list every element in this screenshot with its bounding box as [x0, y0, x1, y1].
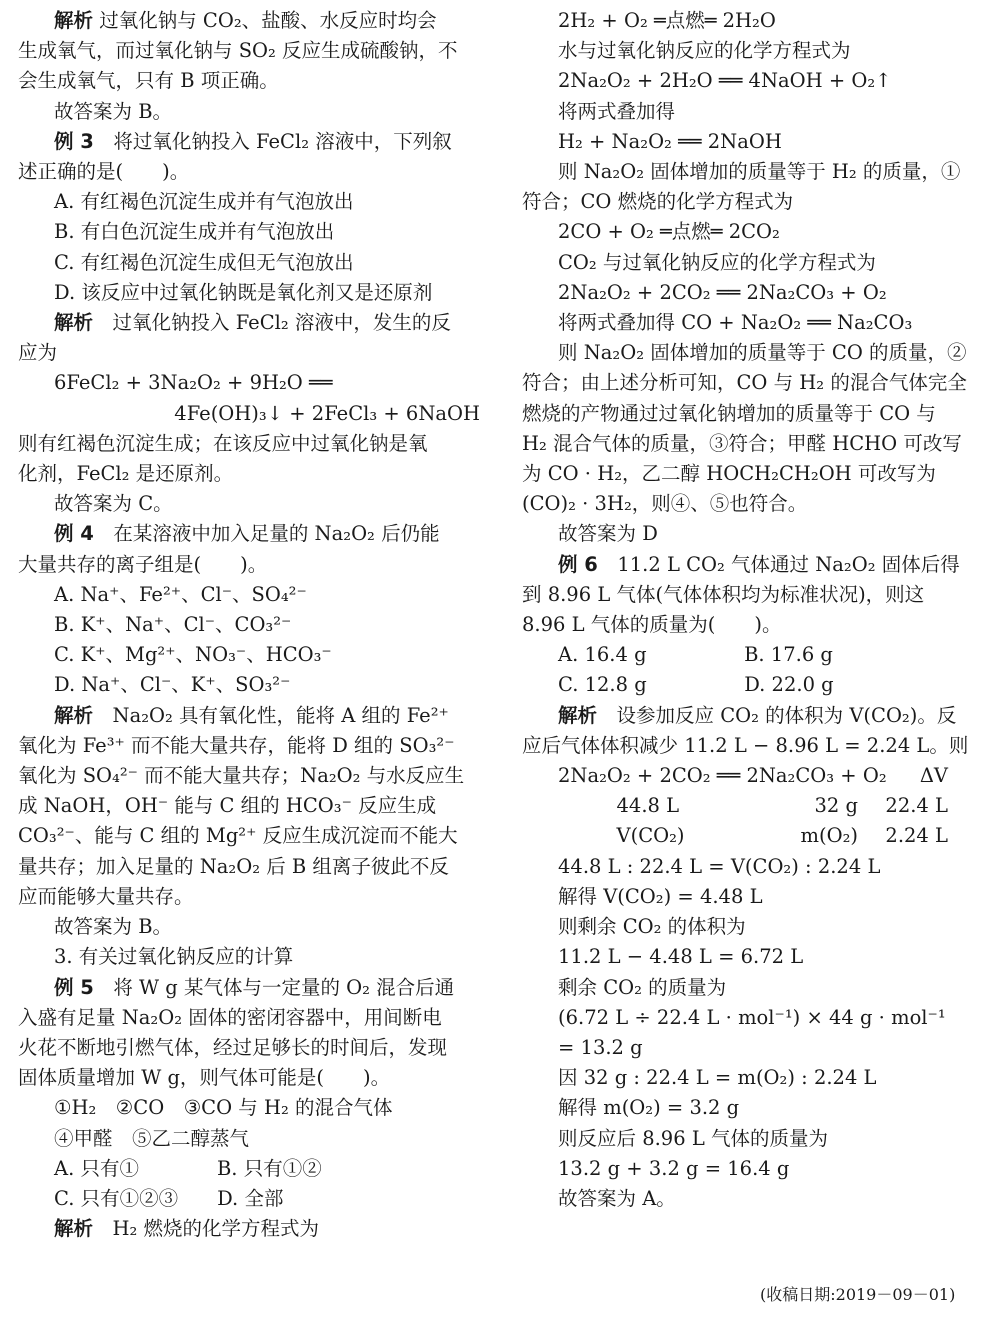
equation-table-row — [522, 821, 984, 851]
equation-cell: m(O₂) — [800, 824, 858, 848]
text-line — [522, 338, 984, 368]
line-text: 将两式叠加得 — [558, 99, 676, 123]
text-line — [522, 1063, 984, 1093]
text-line — [18, 640, 480, 670]
line-text: 生成氧气，而过氧化钠与 SO₂ 反应生成硫酸钠，不 — [18, 39, 458, 63]
line-text: 则有红褐色沉淀生成；在该反应中过氧化钠是氧 — [18, 431, 428, 455]
text-line — [18, 912, 480, 942]
text-line — [522, 429, 984, 459]
text-line — [522, 489, 984, 519]
line-text: CO₃²⁻、能与 C 组的 Mg²⁺ 反应生成沉淀而不能大 — [18, 824, 458, 848]
equation-cell: 32 g — [814, 794, 858, 818]
text-line — [18, 701, 480, 731]
equation-cell: 2Na₂O₂ + 2CO₂ ══ 2Na₂CO₃ + O₂ — [558, 764, 887, 788]
text-line — [522, 66, 984, 96]
text-line — [522, 1003, 984, 1033]
text-line — [522, 1124, 984, 1154]
line-text: A. 只有① B. 只有①② — [54, 1156, 322, 1180]
text-line — [522, 852, 984, 882]
text-line — [522, 610, 984, 640]
line-text: 固体质量增加 W g，则气体可能是( )。 — [18, 1066, 391, 1090]
line-text: 水与过氧化钠反应的化学方程式为 — [558, 39, 851, 63]
received-date: (收稿日期:2019－09－01) — [760, 1285, 956, 1304]
line-text: 到 8.96 L 气体(气体体积均为标准状况)，则这 — [522, 582, 925, 606]
line-text: H₂ 混合气体的质量，③符合；甲醛 HCHO 可改写 — [522, 431, 962, 455]
text-line — [18, 429, 480, 459]
text-line — [18, 36, 480, 66]
text-line — [18, 610, 480, 640]
line-text: 2CO + O₂ ═点燃═ 2CO₂ — [558, 220, 780, 244]
section-keyword: 解析 — [54, 9, 94, 32]
equation-cell — [796, 761, 858, 791]
line-text: 成 NaOH，OH⁻ 能与 C 组的 HCO₃⁻ 反应生成 — [18, 794, 437, 818]
line-text: 故答案为 B。 — [54, 99, 173, 123]
line-text: 44.8 L : 22.4 L = V(CO₂) : 2.24 L — [558, 854, 881, 878]
line-text: 故答案为 D — [558, 522, 658, 546]
text-line — [522, 459, 984, 489]
section-keyword: 例 6 — [558, 552, 598, 576]
text-line — [522, 550, 984, 580]
text-line — [18, 791, 480, 821]
text-line — [18, 187, 480, 217]
equation-table-row — [522, 761, 984, 791]
text-line — [18, 519, 480, 549]
line-text: 将两式叠加得 CO + Na₂O₂ ══ Na₂CO₃ — [558, 311, 913, 335]
line-text: 故答案为 C。 — [54, 492, 173, 516]
equation-cell: V(CO₂) — [558, 824, 685, 848]
text-line — [18, 6, 480, 36]
line-text: A. 16.4 g B. 17.6 g — [558, 643, 833, 667]
section-keyword: 解析 — [54, 703, 94, 727]
line-text: C. 12.8 g D. 22.0 g — [558, 673, 834, 697]
text-line — [18, 821, 480, 851]
text-line — [18, 1124, 480, 1154]
line-text: C. K⁺、Mg²⁺、NO₃⁻、HCO₃⁻ — [54, 643, 332, 667]
text-line — [522, 1093, 984, 1123]
line-text: 则反应后 8.96 L 气体的质量为 — [558, 1126, 828, 1150]
line-text: 因 32 g : 22.4 L = m(O₂) : 2.24 L — [558, 1066, 877, 1090]
line-text: 应后气体体积减少 11.2 L − 8.96 L = 2.24 L。则 — [522, 733, 969, 757]
line-text: 解得 V(CO₂) = 4.48 L — [558, 884, 763, 908]
right-column — [522, 6, 984, 1214]
line-text: ①H₂ ②CO ③CO 与 H₂ 的混合气体 — [54, 1096, 393, 1120]
line-text: 4Fe(OH)₃↓ + 2FeCl₃ + 6NaOH — [174, 401, 480, 425]
line-text: 故答案为 A。 — [558, 1186, 676, 1210]
text-line — [18, 308, 480, 338]
line-text: 在某溶液中加入足量的 Na₂O₂ 后仍能 — [93, 522, 440, 546]
line-text: 大量共存的离子组是( )。 — [18, 552, 268, 576]
line-text: 则 Na₂O₂ 固体增加的质量等于 H₂ 的质量，① — [558, 160, 961, 184]
text-line — [522, 1033, 984, 1063]
line-text: 2Na₂O₂ + 2CO₂ ══ 2Na₂CO₃ + O₂ — [558, 280, 887, 304]
text-line — [522, 640, 984, 670]
line-text: 8.96 L 气体的质量为( )。 — [522, 613, 782, 637]
text-line — [18, 1093, 480, 1123]
equation-cell: 2.24 L — [885, 824, 948, 848]
line-text: D. 该反应中过氧化钠既是氧化剂又是还原剂 — [54, 280, 433, 304]
equation-cell: 22.4 L — [885, 794, 948, 818]
text-line — [522, 36, 984, 66]
text-line — [522, 1154, 984, 1184]
line-text: A. 有红褐色沉淀生成并有气泡放出 — [54, 190, 354, 214]
text-line — [18, 670, 480, 700]
line-text: 2Na₂O₂ + 2H₂O ══ 4NaOH + O₂↑ — [558, 69, 892, 93]
text-line — [522, 942, 984, 972]
line-text: 故答案为 B。 — [54, 915, 173, 939]
text-line — [18, 550, 480, 580]
text-line — [18, 248, 480, 278]
line-text: 2H₂ + O₂ ═点燃═ 2H₂O — [558, 9, 776, 32]
text-line — [522, 187, 984, 217]
text-line — [522, 97, 984, 127]
text-line — [522, 973, 984, 1003]
line-text: CO₂ 与过氧化钠反应的化学方程式为 — [558, 250, 876, 274]
line-text: 将 W g 某气体与一定量的 O₂ 混合后通 — [93, 975, 455, 999]
line-text: B. K⁺、Na⁺、Cl⁻、CO₃²⁻ — [54, 613, 292, 637]
text-line — [18, 1154, 480, 1184]
text-line — [522, 670, 984, 700]
section-keyword: 例 3 — [54, 129, 94, 153]
text-line — [522, 278, 984, 308]
line-text: 会生成氧气，只有 B 项正确。 — [18, 69, 279, 93]
text-line — [18, 399, 480, 429]
text-line — [18, 127, 480, 157]
text-line — [18, 157, 480, 187]
line-text: 13.2 g + 3.2 g = 16.4 g — [558, 1156, 790, 1180]
line-text: = 13.2 g — [558, 1035, 643, 1059]
line-text: B. 有白色沉淀生成并有气泡放出 — [54, 220, 335, 244]
equation-cell: ΔV — [919, 764, 948, 788]
text-line — [522, 157, 984, 187]
text-line — [18, 1184, 480, 1214]
text-line — [522, 127, 984, 157]
text-line — [522, 701, 984, 731]
text-line — [522, 248, 984, 278]
text-line — [522, 912, 984, 942]
section-keyword: 解析 — [54, 311, 94, 335]
line-text: 设参加反应 CO₂ 的体积为 V(CO₂)。反 — [597, 703, 957, 727]
text-line — [522, 6, 984, 36]
text-line — [18, 1033, 480, 1063]
line-text: D. Na⁺、Cl⁻、K⁺、SO₃²⁻ — [54, 673, 291, 697]
text-line — [18, 1003, 480, 1033]
line-text: A. Na⁺、Fe²⁺、Cl⁻、SO₄²⁻ — [54, 582, 307, 606]
text-line — [18, 1214, 480, 1244]
line-text: 量共存；加入足量的 Na₂O₂ 后 B 组离子彼此不反 — [18, 854, 449, 878]
equation-cell: 44.8 L — [558, 794, 680, 818]
line-text: 解得 m(O₂) = 3.2 g — [558, 1096, 740, 1120]
line-text: 火花不断地引燃气体，经过足够长的时间后，发现 — [18, 1035, 448, 1059]
line-text: 应为 — [18, 341, 58, 365]
text-line — [522, 399, 984, 429]
text-line — [18, 731, 480, 761]
text-line — [18, 217, 480, 247]
text-line — [18, 97, 480, 127]
line-text: 述正确的是( )。 — [18, 160, 190, 184]
text-line — [18, 852, 480, 882]
text-line — [18, 761, 480, 791]
line-text: 11.2 L CO₂ 气体通过 Na₂O₂ 固体后得 — [597, 552, 960, 576]
text-line — [18, 973, 480, 1003]
line-text: C. 只有①②③ D. 全部 — [54, 1186, 284, 1210]
text-line — [522, 1184, 984, 1214]
line-text: 燃烧的产物通过过氧化钠增加的质量等于 CO 与 — [522, 401, 936, 425]
line-text: 符合；CO 燃烧的化学方程式为 — [522, 190, 794, 214]
text-line — [18, 1063, 480, 1093]
line-text: 3. 有关过氧化钠反应的计算 — [54, 945, 294, 969]
line-text: 为 CO · H₂，乙二醇 HOCH₂CH₂OH 可改写为 — [522, 462, 936, 486]
line-text: (CO)₂ · 3H₂，则④、⑤也符合。 — [522, 492, 808, 516]
text-line — [18, 368, 480, 398]
text-line — [18, 942, 480, 972]
line-text: H₂ 燃烧的化学方程式为 — [93, 1217, 320, 1241]
line-text: 剩余 CO₂ 的质量为 — [558, 975, 727, 999]
text-line — [18, 489, 480, 519]
section-keyword: 例 5 — [54, 975, 94, 999]
text-line — [18, 278, 480, 308]
line-text: 应而能够大量共存。 — [18, 884, 194, 908]
line-text: 符合；由上述分析可知，CO 与 H₂ 的混合气体完全 — [522, 371, 967, 395]
text-line — [522, 308, 984, 338]
text-line — [522, 882, 984, 912]
line-text: 过氧化钠投入 FeCl₂ 溶液中，发生的反 — [93, 311, 451, 335]
text-line — [18, 66, 480, 96]
text-line — [18, 882, 480, 912]
line-text: (6.72 L ÷ 22.4 L · mol⁻¹) × 44 g · mol⁻¹ — [558, 1005, 946, 1029]
text-line — [18, 580, 480, 610]
line-text: 入盛有足量 Na₂O₂ 固体的密闭容器中，用间断电 — [18, 1005, 442, 1029]
line-text: 则剩余 CO₂ 的体积为 — [558, 915, 746, 939]
line-text: 则 Na₂O₂ 固体增加的质量等于 CO 的质量，② — [558, 341, 967, 365]
line-text: 化剂，FeCl₂ 是还原剂。 — [18, 462, 234, 486]
section-keyword: 例 4 — [54, 522, 94, 546]
line-text: 11.2 L − 4.48 L = 6.72 L — [558, 945, 804, 969]
line-text: Na₂O₂ 具有氧化性，能将 A 组的 Fe²⁺ — [93, 703, 449, 727]
equation-table-row — [522, 791, 984, 821]
line-text: 氧化为 SO₄²⁻ 而不能大量共存；Na₂O₂ 与水反应生 — [18, 764, 465, 788]
text-line — [522, 217, 984, 247]
text-line — [522, 519, 984, 549]
line-text: ④甲醛 ⑤乙二醇蒸气 — [54, 1126, 250, 1150]
line-text: 过氧化钠与 CO₂、盐酸、水反应时均会 — [93, 9, 437, 32]
text-line — [522, 368, 984, 398]
text-line — [18, 459, 480, 489]
line-text: C. 有红褐色沉淀生成但无气泡放出 — [54, 250, 354, 274]
text-line — [18, 338, 480, 368]
text-line — [522, 580, 984, 610]
section-keyword: 解析 — [54, 1217, 94, 1241]
line-text: 氧化为 Fe³⁺ 而不能大量共存，能将 D 组的 SO₃²⁻ — [18, 733, 455, 757]
line-text: H₂ + Na₂O₂ ══ 2NaOH — [558, 129, 782, 153]
section-keyword: 解析 — [558, 703, 598, 727]
text-line — [522, 731, 984, 761]
line-text: 将过氧化钠投入 FeCl₂ 溶液中，下列叙 — [93, 129, 452, 153]
left-column — [18, 6, 480, 1244]
line-text: 6FeCl₂ + 3Na₂O₂ + 9H₂O ══ — [54, 371, 333, 395]
